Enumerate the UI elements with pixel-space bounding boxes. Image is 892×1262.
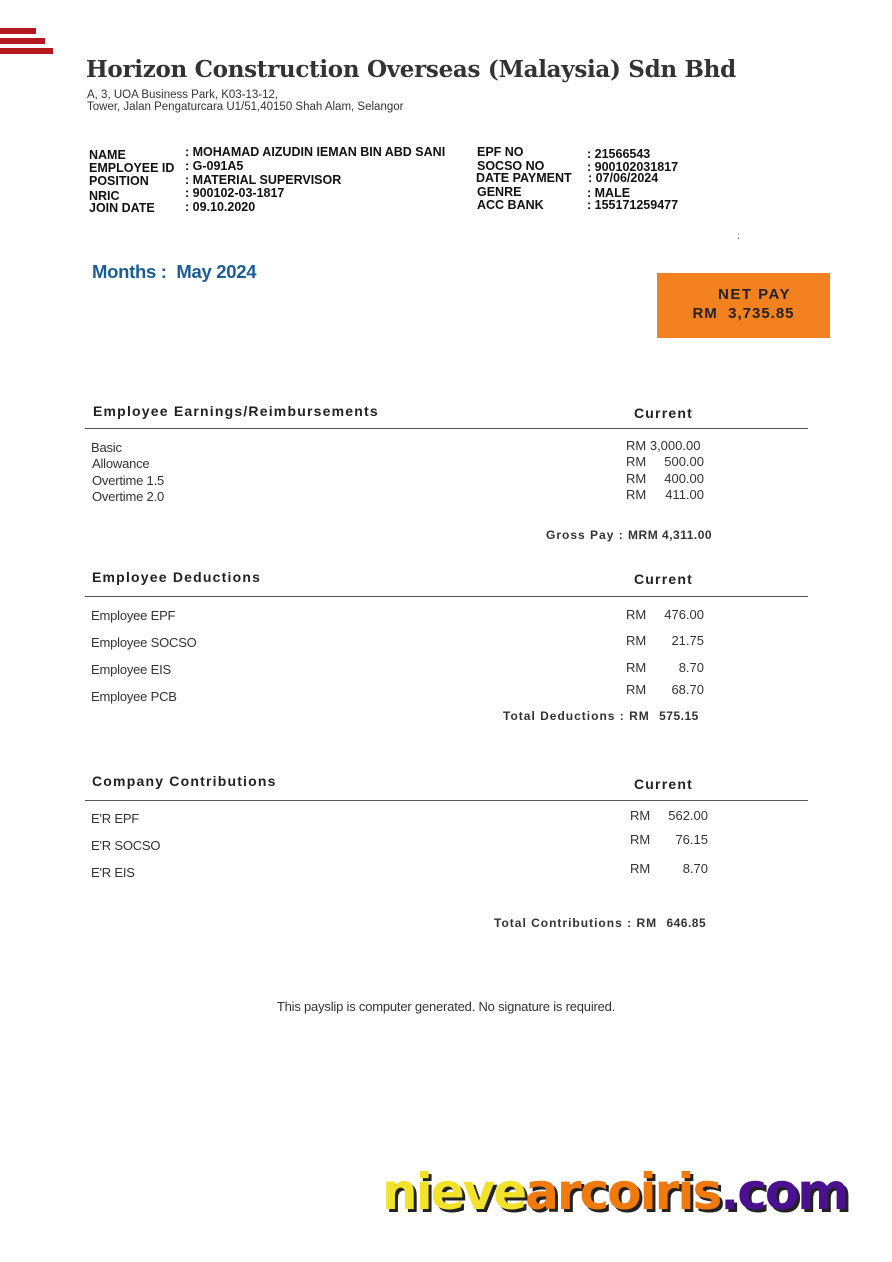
info-label: DATE PAYMENT [476, 170, 572, 185]
info-row-socso-no [477, 160, 678, 172]
total-contributions [494, 916, 706, 930]
net-pay-box [657, 273, 830, 338]
logo-bar [0, 48, 53, 54]
contributions-item-amount [630, 832, 708, 847]
earnings-item-amount [626, 487, 704, 502]
deductions-column-header: Current [634, 571, 693, 587]
company-address [87, 89, 403, 113]
deductions-divider [85, 596, 808, 597]
pay-period-label: Months : [92, 261, 167, 282]
deductions-item-amount [626, 660, 704, 675]
info-row-acc-bank [477, 199, 678, 212]
amount: 68.70 [671, 682, 704, 697]
info-row-epf-no [477, 146, 678, 160]
total-contributions-label: Total Contributions : [494, 916, 633, 930]
amount: 411.00 [665, 487, 704, 502]
net-pay-label: NET PAY [717, 286, 792, 303]
total-deductions [503, 709, 699, 723]
info-value: : 21566543 [587, 147, 651, 161]
watermark-part-1: nieve [382, 1163, 526, 1221]
contributions-divider [85, 800, 808, 801]
currency: RM [630, 808, 651, 823]
deductions-item-label: Employee EPF [91, 608, 176, 623]
company-name: Horizon Construction Overseas (Malaysia) Sdn Bhd [86, 56, 736, 83]
info-label: ACC BANK [477, 197, 544, 212]
info-value: : G-091A5 [185, 158, 244, 173]
info-value: : 900102-03-1817 [185, 185, 285, 200]
info-row-join-date [89, 202, 445, 216]
info-value: : MOHAMAD AIZUDIN IEMAN BIN ABD SANI [185, 145, 446, 159]
earnings-item-amount [626, 438, 700, 453]
info-label: GENRE [477, 184, 522, 199]
info-label: EMPLOYEE ID [89, 160, 175, 175]
amount: 500.00 [664, 454, 704, 469]
earnings-item-amount [626, 471, 704, 486]
earnings-title: Employee Earnings/Reimbursements [93, 403, 379, 419]
currency: RM [626, 487, 647, 502]
amount: 8.70 [678, 660, 704, 675]
stray-colon: : [737, 231, 740, 242]
contributions-item-label: E'R EPF [91, 811, 140, 826]
currency: RM [626, 660, 647, 675]
watermark-part-3: .com [720, 1163, 848, 1221]
info-row-genre [477, 186, 678, 199]
deductions-item-label: Employee EIS [91, 662, 171, 677]
info-row-date-payment [476, 172, 678, 186]
earnings-item-amount [626, 454, 704, 469]
info-label: NAME [89, 148, 126, 162]
info-value: : MATERIAL SUPERVISOR [185, 173, 342, 187]
currency: RM [630, 861, 651, 876]
employee-info-left [89, 145, 446, 216]
info-value: : 900102031817 [587, 159, 679, 174]
contributions-item-amount [630, 861, 708, 876]
deductions-item-amount [626, 682, 704, 697]
earnings-item-label: Basic [91, 440, 122, 455]
earnings-divider [85, 428, 808, 429]
total-deductions-currency: RM [629, 709, 650, 723]
earnings-item-label: Overtime 1.5 [92, 473, 165, 488]
gross-pay-label: Gross Pay : [546, 528, 624, 542]
info-label: EPF NO [477, 145, 524, 159]
gross-pay [546, 528, 712, 542]
info-value: : 09.10.2020 [185, 200, 256, 214]
amount: 76.15 [675, 832, 708, 847]
info-label: NRIC [89, 188, 120, 203]
info-value: : 155171259477 [587, 197, 679, 212]
address-line-2: Tower, Jalan Pengaturcara U1/51,40150 Shah Alam, Selangor [87, 101, 404, 113]
currency: RM [626, 454, 647, 469]
watermark-logo [382, 1163, 847, 1221]
earnings-item-label: Allowance [92, 456, 150, 471]
currency: RM [626, 438, 647, 453]
currency: RM [626, 471, 647, 486]
contributions-item-amount [630, 808, 708, 823]
contributions-title: Company Contributions [92, 773, 277, 789]
currency: RM [630, 832, 651, 847]
pay-period [92, 261, 256, 283]
info-row-name [89, 145, 446, 162]
total-contributions-currency: RM [636, 916, 658, 930]
currency: RM [626, 633, 647, 648]
employee-info-right [477, 146, 678, 212]
info-value: : MALE [587, 185, 631, 200]
amount: 400.00 [664, 471, 704, 486]
watermark-part-2: arcoiris [525, 1163, 721, 1221]
gross-pay-value: MRM 4,311.00 [628, 528, 713, 542]
deductions-item-label: Employee SOCSO [91, 635, 197, 650]
address-line-1: A, 3, UOA Business Park, K03-13-12, [87, 89, 279, 101]
total-deductions-label: Total Deductions : [503, 709, 625, 723]
amount: 8.70 [682, 861, 708, 876]
earnings-item-label: Overtime 2.0 [92, 489, 165, 504]
info-label: JOIN DATE [89, 201, 155, 215]
info-label: POSITION [89, 174, 149, 188]
info-value: : 07/06/2024 [588, 170, 659, 185]
footer-note: This payslip is computer generated. No signature is required. [276, 999, 616, 1014]
earnings-column-header: Current [634, 405, 693, 421]
pay-period-value: May 2024 [176, 261, 257, 282]
total-deductions-value: 575.15 [659, 709, 699, 723]
info-label: SOCSO NO [477, 158, 545, 173]
deductions-title: Employee Deductions [92, 569, 262, 585]
total-contributions-value: 646.85 [666, 916, 707, 930]
currency: RM [626, 682, 647, 697]
amount: 476.00 [664, 607, 704, 622]
deductions-item-amount [626, 607, 704, 622]
logo-bar [0, 28, 36, 34]
contributions-column-header: Current [634, 776, 693, 792]
logo-bar [0, 38, 45, 44]
deductions-item-amount [626, 633, 704, 648]
contributions-item-label: E'R SOCSO [91, 838, 161, 853]
amount: 21.75 [671, 633, 704, 648]
deductions-item-label: Employee PCB [91, 689, 177, 704]
info-row-nric [89, 185, 445, 203]
contributions-item-label: E'R EIS [91, 865, 135, 880]
net-pay-value: RM 3,735.85 [692, 305, 795, 322]
amount: 562.00 [668, 808, 708, 823]
currency: RM [626, 607, 647, 622]
amount: 3,000.00 [649, 438, 701, 453]
